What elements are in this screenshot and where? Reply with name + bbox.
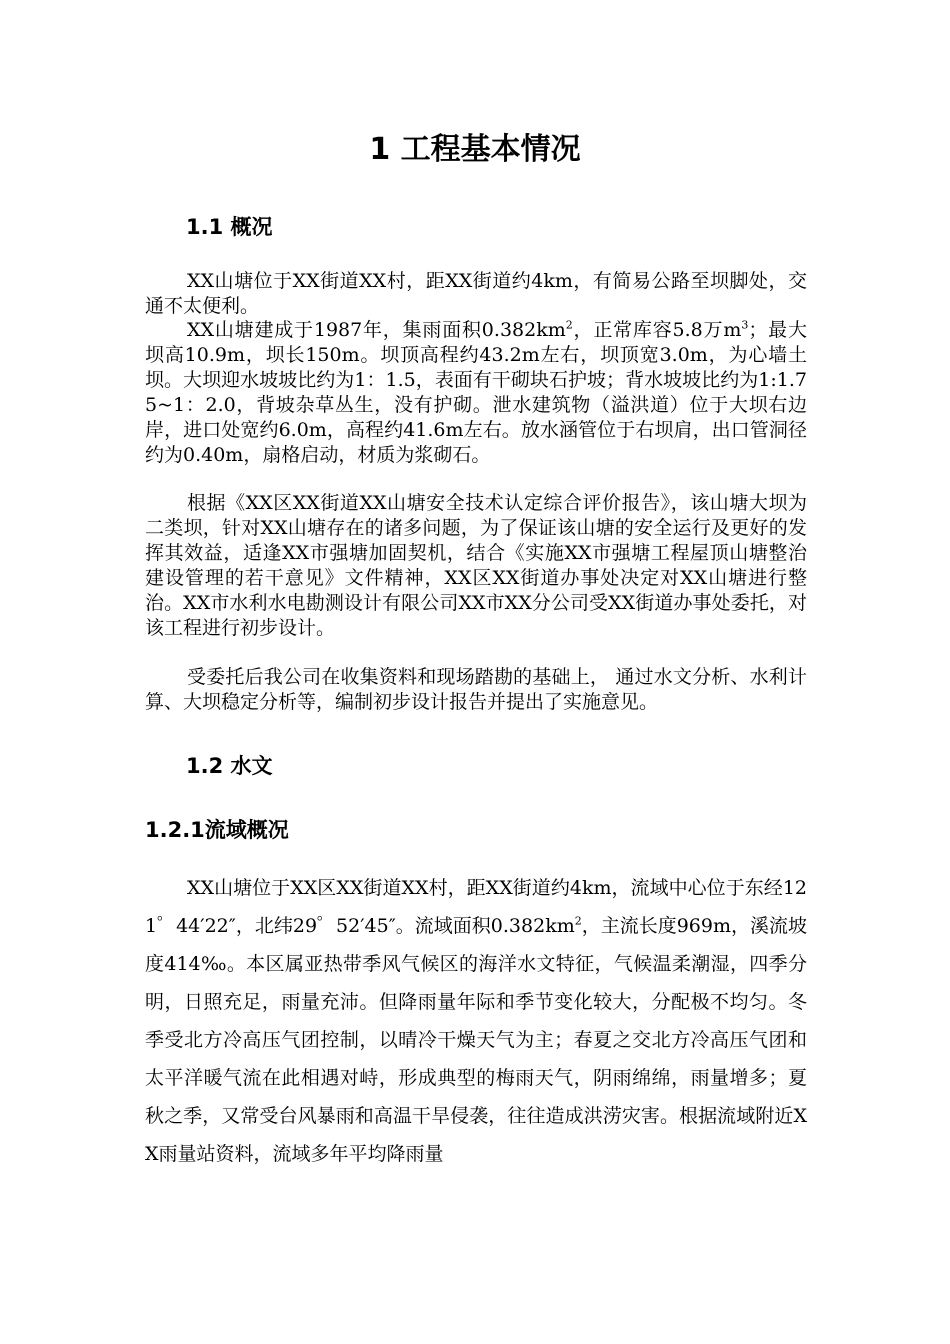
section-heading-overview: 1.1 概况 xyxy=(186,215,273,239)
subsection-heading-basin: 1.2.1流域概况 xyxy=(145,818,289,842)
section-heading-hydrology: 1.2 水文 xyxy=(186,754,273,778)
paragraph-reservoir-specs: XX山塘建成于1987年，集雨面积$0.382km^2$，正常库容5.8万$m^3$；最大坝高10.9m，坝长150m。坝顶高程约43.2m左右，坝顶宽3.0m，为心墙土坝。大坝迎水坡坡比约为1：1.5，表面有干砌块石护坡；背水坡坡比约为1:1.75~1：2.0，背坡杂草丛生，没有护砌。泄水建筑物（溢洪道）位于大坝右边岸，进口处宽约6.0m，高程约41.6m左右。放水涵管位于右坝肩，出口管洞径约为0.40m，扇格启动，材质为浆砌石。 xyxy=(145,318,807,466)
paragraph-commission: 受委托后我公司在收集资料和现场踏勘的基础上， 通过水文分析、水利计算、大坝稳定分析等，编制初步设计报告并提出了实施意见。 xyxy=(145,666,807,713)
chapter-title: 1 工程基本情况 xyxy=(369,132,581,167)
paragraph-basin-overview: XX山塘位于XX区XX街道XX村，距XX街道约4km，流域中心位于东经121゜44′22″，北纬29゜52′45″。流域面积$0.382km^2$，主流长度969m，溪流坡度414‰。本区属亚热带季风气候区的海洋水文特征，气候温柔潮湿，四季分明，日照充足，雨量充沛。但降雨量年际和季节变化较大，分配极不均匀。冬季受北方冷高压气团控制，以晴冷干燥天气为主；春夏之交北方冷高压气团和太平洋暖气流在此相遇对峙，形成典型的梅雨天气，阴雨绵绵，雨量增多；夏秋之季，又常受台风暴雨和高温干旱侵袭，往往造成洪涝灾害。根据流域附近XX雨量站资料，流域多年平均降雨量 xyxy=(145,877,808,1165)
paragraph-location: XX山塘位于XX街道XX村，距XX街道约4km，有简易公路至坝脚处，交通不太便利。 xyxy=(145,270,807,317)
paragraph-background: 根据《XX区XX街道XX山塘安全技术认定综合评价报告》，该山塘大坝为二类坝，针对XX山塘存在的诸多问题，为了保证该山塘的安全运行及更好的发挥其效益，适逢XX市强塘加固契机，结合《实施XX市强塘工程屋顶山塘整治建设管理的若干意见》文件精神，XX区XX街道办事处决定对XX山塘进行整治。XX市水利水电勘测设计有限公司XX市XX分公司受XX街道办事处委托，对该工程进行初步设计。 xyxy=(145,492,807,639)
